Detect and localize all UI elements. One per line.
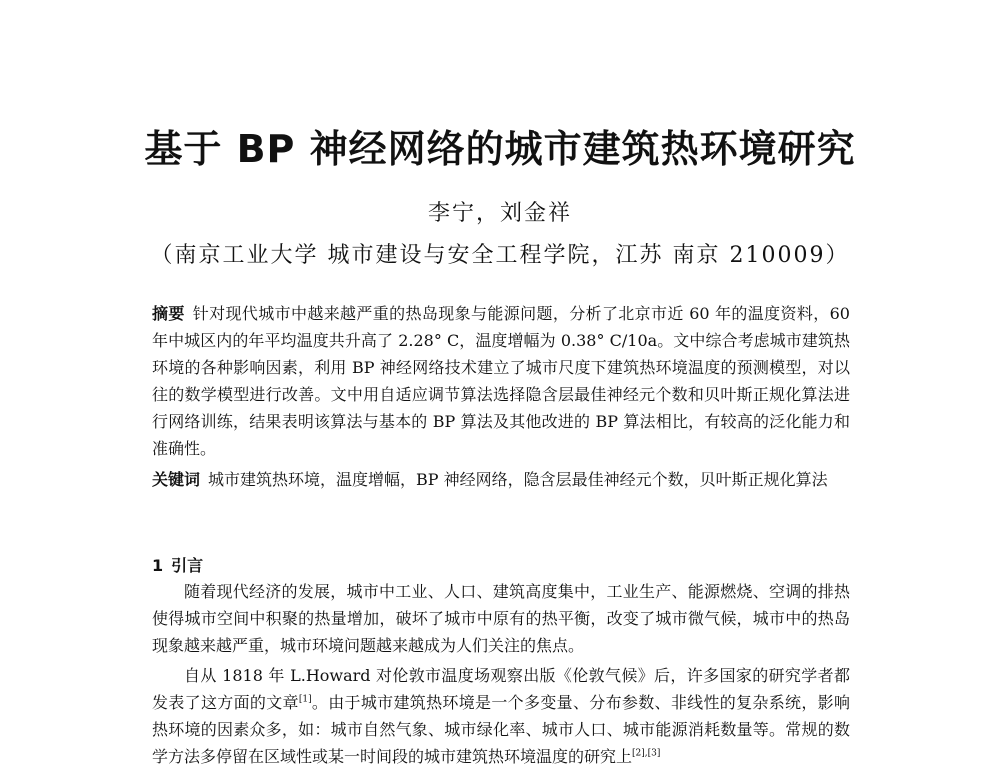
abstract-text: 针对现代城市中越来越严重的热岛现象与能源问题，分析了北京市近 60 年的温度资料，60 年中城区内的年平均温度共升高了 2.28° C，温度增幅为 0.38° C/10a。文中综合考虑城市建筑热环境的各种影响因素，利用 BP 神经网络技术建立了城市尺度下建筑热环境温度的预测模型，对以往的数学模型进行改善。文中用自适应调节算法选择隐含层最佳神经元个数和贝叶斯正规化算法进行网络训练，结果表明该算法与基本的 BP 算法及其他改进的 BP 算法相比，有较高的泛化能力和准确性。 bbox=[152, 304, 850, 458]
affiliation: （南京工业大学 城市建设与安全工程学院，江苏 南京 210009） bbox=[150, 243, 850, 268]
authors: 李宁，刘金祥 bbox=[427, 201, 572, 226]
keywords bbox=[152, 466, 850, 493]
citation-ref-2-3: [2],[3] bbox=[632, 748, 661, 759]
intro-paragraph-1: 随着现代经济的发展，城市中工业、人口、建筑高度集中，工业生产、能源燃烧、空调的排热使得城市空间中积聚的热量增加，破坏了城市中原有的热平衡，改变了城市微气候，城市中的热岛现象越来越严重，城市环境问题越来越成为人们关注的焦点。 bbox=[152, 582, 850, 655]
keywords-label: 关键词 bbox=[152, 470, 201, 489]
paper-title: 基于 BP 神经网络的城市建筑热环境研究 bbox=[144, 127, 856, 171]
abstract bbox=[152, 300, 850, 462]
section-title: 引言 bbox=[171, 556, 204, 575]
section-number: 1 bbox=[152, 556, 164, 575]
abstract-label: 摘要 bbox=[152, 304, 185, 323]
section-heading bbox=[152, 553, 203, 576]
intro-paragraph-2-part-b: 。由于城市建筑热环境是一个多变量、分布参数、非线性的复杂系统，影响热环境的因素众多，如：城市自然气象、城市绿化率、城市人口、城市能源消耗数量等。常规的数学方法多停留在区域性或某一时间段的城市建筑热环境温度的研究上 bbox=[152, 693, 850, 766]
keywords-text: 城市建筑热环境，温度增幅，BP 神经网络，隐含层最佳神经元个数，贝叶斯正规化算法 bbox=[208, 470, 828, 489]
intro-paragraph-2-part-a: 自从 1818 年 L.Howard 对伦敦市温度场观察出版《伦敦气候》后，许多国家的研究学者都发表了这方面的文章 bbox=[152, 666, 850, 712]
citation-ref-1: [1] bbox=[298, 694, 312, 705]
intro-paragraph-2 bbox=[152, 662, 850, 770]
